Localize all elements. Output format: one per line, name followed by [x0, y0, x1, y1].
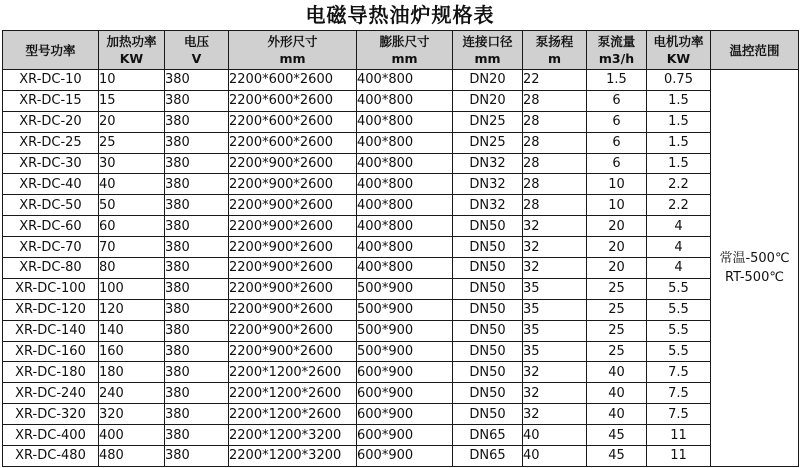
cell-voltage: 380 [165, 70, 229, 91]
cell-port: DN50 [453, 258, 523, 279]
cell-head: 28 [523, 90, 587, 111]
cell-power: 40 [99, 174, 165, 195]
cell-size: 2200*900*2600 [229, 278, 357, 299]
cell-motor: 5.5 [647, 278, 711, 299]
cell-flow: 1.5 [587, 70, 647, 91]
cell-port: DN50 [453, 216, 523, 237]
cell-size: 2200*1200*2600 [229, 383, 357, 404]
cell-expansion: 400*800 [357, 153, 453, 174]
cell-port: DN20 [453, 70, 523, 91]
cell-model: XR-DC-40 [3, 174, 99, 195]
table-row [3, 174, 799, 195]
cell-voltage: 380 [165, 383, 229, 404]
table-row [3, 90, 799, 111]
cell-motor: 7.5 [647, 362, 711, 383]
header-size: 外形尺寸 mm [229, 31, 357, 70]
cell-flow: 20 [587, 258, 647, 279]
cell-size: 2200*900*2600 [229, 216, 357, 237]
cell-flow: 20 [587, 216, 647, 237]
cell-model: XR-DC-140 [3, 320, 99, 341]
cell-port: DN20 [453, 90, 523, 111]
cell-power: 240 [99, 383, 165, 404]
header-row [3, 31, 799, 70]
table-row [3, 425, 799, 446]
cell-flow: 25 [587, 341, 647, 362]
cell-motor: 1.5 [647, 132, 711, 153]
cell-flow: 6 [587, 132, 647, 153]
cell-power: 160 [99, 341, 165, 362]
cell-model: XR-DC-10 [3, 70, 99, 91]
table-row [3, 237, 799, 258]
cell-expansion: 600*900 [357, 425, 453, 446]
spec-table [2, 30, 799, 467]
table-row [3, 70, 799, 91]
temp-range-line: 常温-500℃ [719, 250, 790, 266]
cell-motor: 4 [647, 216, 711, 237]
cell-power: 100 [99, 278, 165, 299]
cell-voltage: 380 [165, 132, 229, 153]
cell-size: 2200*600*2600 [229, 70, 357, 91]
cell-flow: 6 [587, 111, 647, 132]
cell-power: 70 [99, 237, 165, 258]
cell-motor: 7.5 [647, 383, 711, 404]
cell-power: 120 [99, 299, 165, 320]
cell-flow: 6 [587, 153, 647, 174]
cell-flow: 25 [587, 299, 647, 320]
cell-motor: 2.2 [647, 195, 711, 216]
cell-size: 2200*600*2600 [229, 111, 357, 132]
cell-model: XR-DC-60 [3, 216, 99, 237]
cell-size: 2200*900*2600 [229, 341, 357, 362]
cell-head: 28 [523, 111, 587, 132]
cell-voltage: 380 [165, 320, 229, 341]
cell-head: 28 [523, 174, 587, 195]
cell-size: 2200*900*2600 [229, 320, 357, 341]
table-row [3, 216, 799, 237]
cell-expansion: 400*800 [357, 258, 453, 279]
cell-model: XR-DC-180 [3, 362, 99, 383]
cell-voltage: 380 [165, 111, 229, 132]
table-row [3, 362, 799, 383]
cell-port: DN50 [453, 299, 523, 320]
cell-head: 35 [523, 278, 587, 299]
table-row [3, 132, 799, 153]
cell-head: 40 [523, 425, 587, 446]
cell-expansion: 400*800 [357, 237, 453, 258]
header-head: 泵扬程 m [523, 31, 587, 70]
cell-size: 2200*900*2600 [229, 258, 357, 279]
cell-flow: 25 [587, 278, 647, 299]
cell-power: 30 [99, 153, 165, 174]
cell-motor: 7.5 [647, 404, 711, 425]
cell-model: XR-DC-400 [3, 425, 99, 446]
cell-flow: 20 [587, 237, 647, 258]
cell-flow: 40 [587, 362, 647, 383]
cell-port: DN50 [453, 278, 523, 299]
cell-flow: 45 [587, 446, 647, 467]
cell-head: 35 [523, 341, 587, 362]
cell-flow: 40 [587, 404, 647, 425]
cell-head: 35 [523, 320, 587, 341]
table-row [3, 195, 799, 216]
cell-motor: 1.5 [647, 90, 711, 111]
cell-expansion: 500*900 [357, 299, 453, 320]
cell-expansion: 600*900 [357, 362, 453, 383]
cell-expansion: 400*800 [357, 174, 453, 195]
temp-range-line: RT-500℃ [725, 269, 784, 285]
cell-size: 2200*1200*2600 [229, 404, 357, 425]
cell-voltage: 380 [165, 362, 229, 383]
cell-expansion: 600*900 [357, 404, 453, 425]
cell-expansion: 400*800 [357, 216, 453, 237]
cell-model: XR-DC-160 [3, 341, 99, 362]
cell-motor: 5.5 [647, 341, 711, 362]
header-motor: 电机功率 KW [647, 31, 711, 70]
cell-voltage: 380 [165, 90, 229, 111]
cell-head: 28 [523, 153, 587, 174]
cell-expansion: 600*900 [357, 446, 453, 467]
cell-port: DN25 [453, 111, 523, 132]
cell-model: XR-DC-80 [3, 258, 99, 279]
cell-size: 2200*600*2600 [229, 90, 357, 111]
cell-head: 32 [523, 404, 587, 425]
cell-port: DN32 [453, 153, 523, 174]
cell-model: XR-DC-120 [3, 299, 99, 320]
table-body [3, 70, 799, 467]
cell-power: 320 [99, 404, 165, 425]
cell-model: XR-DC-100 [3, 278, 99, 299]
table-row [3, 258, 799, 279]
header-flow: 泵流量 m3/h [587, 31, 647, 70]
cell-expansion: 400*800 [357, 90, 453, 111]
cell-expansion: 500*900 [357, 341, 453, 362]
cell-model: XR-DC-70 [3, 237, 99, 258]
cell-expansion: 400*800 [357, 195, 453, 216]
cell-model: XR-DC-480 [3, 446, 99, 467]
cell-motor: 4 [647, 237, 711, 258]
table-title: 电磁导热油炉规格表 [305, 3, 495, 27]
cell-voltage: 380 [165, 404, 229, 425]
cell-voltage: 380 [165, 216, 229, 237]
cell-expansion: 400*800 [357, 132, 453, 153]
cell-size: 2200*1200*2600 [229, 362, 357, 383]
cell-head: 22 [523, 70, 587, 91]
cell-power: 400 [99, 425, 165, 446]
cell-power: 80 [99, 258, 165, 279]
table-row [3, 278, 799, 299]
cell-temp-range [711, 70, 799, 467]
cell-model: XR-DC-240 [3, 383, 99, 404]
cell-flow: 45 [587, 425, 647, 446]
cell-model: XR-DC-30 [3, 153, 99, 174]
cell-motor: 11 [647, 446, 711, 467]
cell-port: DN50 [453, 362, 523, 383]
cell-expansion: 400*800 [357, 111, 453, 132]
header-port: 连接口径 mm [453, 31, 523, 70]
cell-head: 32 [523, 237, 587, 258]
cell-port: DN50 [453, 341, 523, 362]
cell-head: 32 [523, 362, 587, 383]
cell-voltage: 380 [165, 278, 229, 299]
cell-port: DN50 [453, 383, 523, 404]
cell-voltage: 380 [165, 153, 229, 174]
cell-port: DN65 [453, 446, 523, 467]
cell-voltage: 380 [165, 258, 229, 279]
cell-voltage: 380 [165, 341, 229, 362]
cell-head: 40 [523, 446, 587, 467]
cell-model: XR-DC-320 [3, 404, 99, 425]
cell-expansion: 500*900 [357, 320, 453, 341]
cell-port: DN32 [453, 195, 523, 216]
cell-flow: 10 [587, 174, 647, 195]
cell-power: 10 [99, 70, 165, 91]
cell-motor: 11 [647, 425, 711, 446]
table-row [3, 446, 799, 467]
cell-voltage: 380 [165, 446, 229, 467]
header-model: 型号功率 [3, 31, 99, 70]
cell-size: 2200*900*2600 [229, 153, 357, 174]
cell-head: 28 [523, 132, 587, 153]
cell-power: 20 [99, 111, 165, 132]
cell-port: DN65 [453, 425, 523, 446]
cell-flow: 25 [587, 320, 647, 341]
cell-size: 2200*900*2600 [229, 174, 357, 195]
cell-model: XR-DC-15 [3, 90, 99, 111]
cell-power: 140 [99, 320, 165, 341]
cell-power: 15 [99, 90, 165, 111]
cell-expansion: 600*900 [357, 383, 453, 404]
cell-motor: 1.5 [647, 111, 711, 132]
cell-motor: 4 [647, 258, 711, 279]
cell-head: 32 [523, 258, 587, 279]
table-row [3, 153, 799, 174]
cell-voltage: 380 [165, 174, 229, 195]
cell-expansion: 400*800 [357, 70, 453, 91]
cell-motor: 1.5 [647, 153, 711, 174]
cell-port: DN32 [453, 174, 523, 195]
cell-voltage: 380 [165, 425, 229, 446]
cell-flow: 10 [587, 195, 647, 216]
cell-power: 180 [99, 362, 165, 383]
cell-port: DN50 [453, 404, 523, 425]
cell-motor: 0.75 [647, 70, 711, 91]
cell-flow: 40 [587, 383, 647, 404]
cell-voltage: 380 [165, 237, 229, 258]
cell-motor: 2.2 [647, 174, 711, 195]
cell-head: 32 [523, 383, 587, 404]
cell-size: 2200*900*2600 [229, 299, 357, 320]
cell-motor: 5.5 [647, 299, 711, 320]
header-power: 加热功率 KW [99, 31, 165, 70]
table-row [3, 299, 799, 320]
cell-head: 35 [523, 299, 587, 320]
cell-voltage: 380 [165, 195, 229, 216]
cell-power: 50 [99, 195, 165, 216]
table-row [3, 341, 799, 362]
cell-flow: 6 [587, 90, 647, 111]
cell-voltage: 380 [165, 299, 229, 320]
cell-model: XR-DC-50 [3, 195, 99, 216]
table-row [3, 383, 799, 404]
table-row [3, 404, 799, 425]
cell-head: 28 [523, 195, 587, 216]
header-voltage: 电压 V [165, 31, 229, 70]
cell-power: 480 [99, 446, 165, 467]
cell-port: DN50 [453, 237, 523, 258]
cell-size: 2200*1200*3200 [229, 446, 357, 467]
table-row [3, 111, 799, 132]
cell-model: XR-DC-25 [3, 132, 99, 153]
cell-model: XR-DC-20 [3, 111, 99, 132]
cell-power: 25 [99, 132, 165, 153]
table-row [3, 320, 799, 341]
header-expansion: 膨胀尺寸 mm [357, 31, 453, 70]
cell-size: 2200*600*2600 [229, 132, 357, 153]
header-temp-range: 温控范围 [711, 31, 799, 70]
cell-expansion: 500*900 [357, 278, 453, 299]
cell-size: 2200*900*2600 [229, 195, 357, 216]
cell-head: 32 [523, 216, 587, 237]
cell-port: DN25 [453, 132, 523, 153]
cell-port: DN50 [453, 320, 523, 341]
cell-power: 60 [99, 216, 165, 237]
cell-size: 2200*900*2600 [229, 237, 357, 258]
cell-size: 2200*1200*3200 [229, 425, 357, 446]
cell-motor: 5.5 [647, 320, 711, 341]
